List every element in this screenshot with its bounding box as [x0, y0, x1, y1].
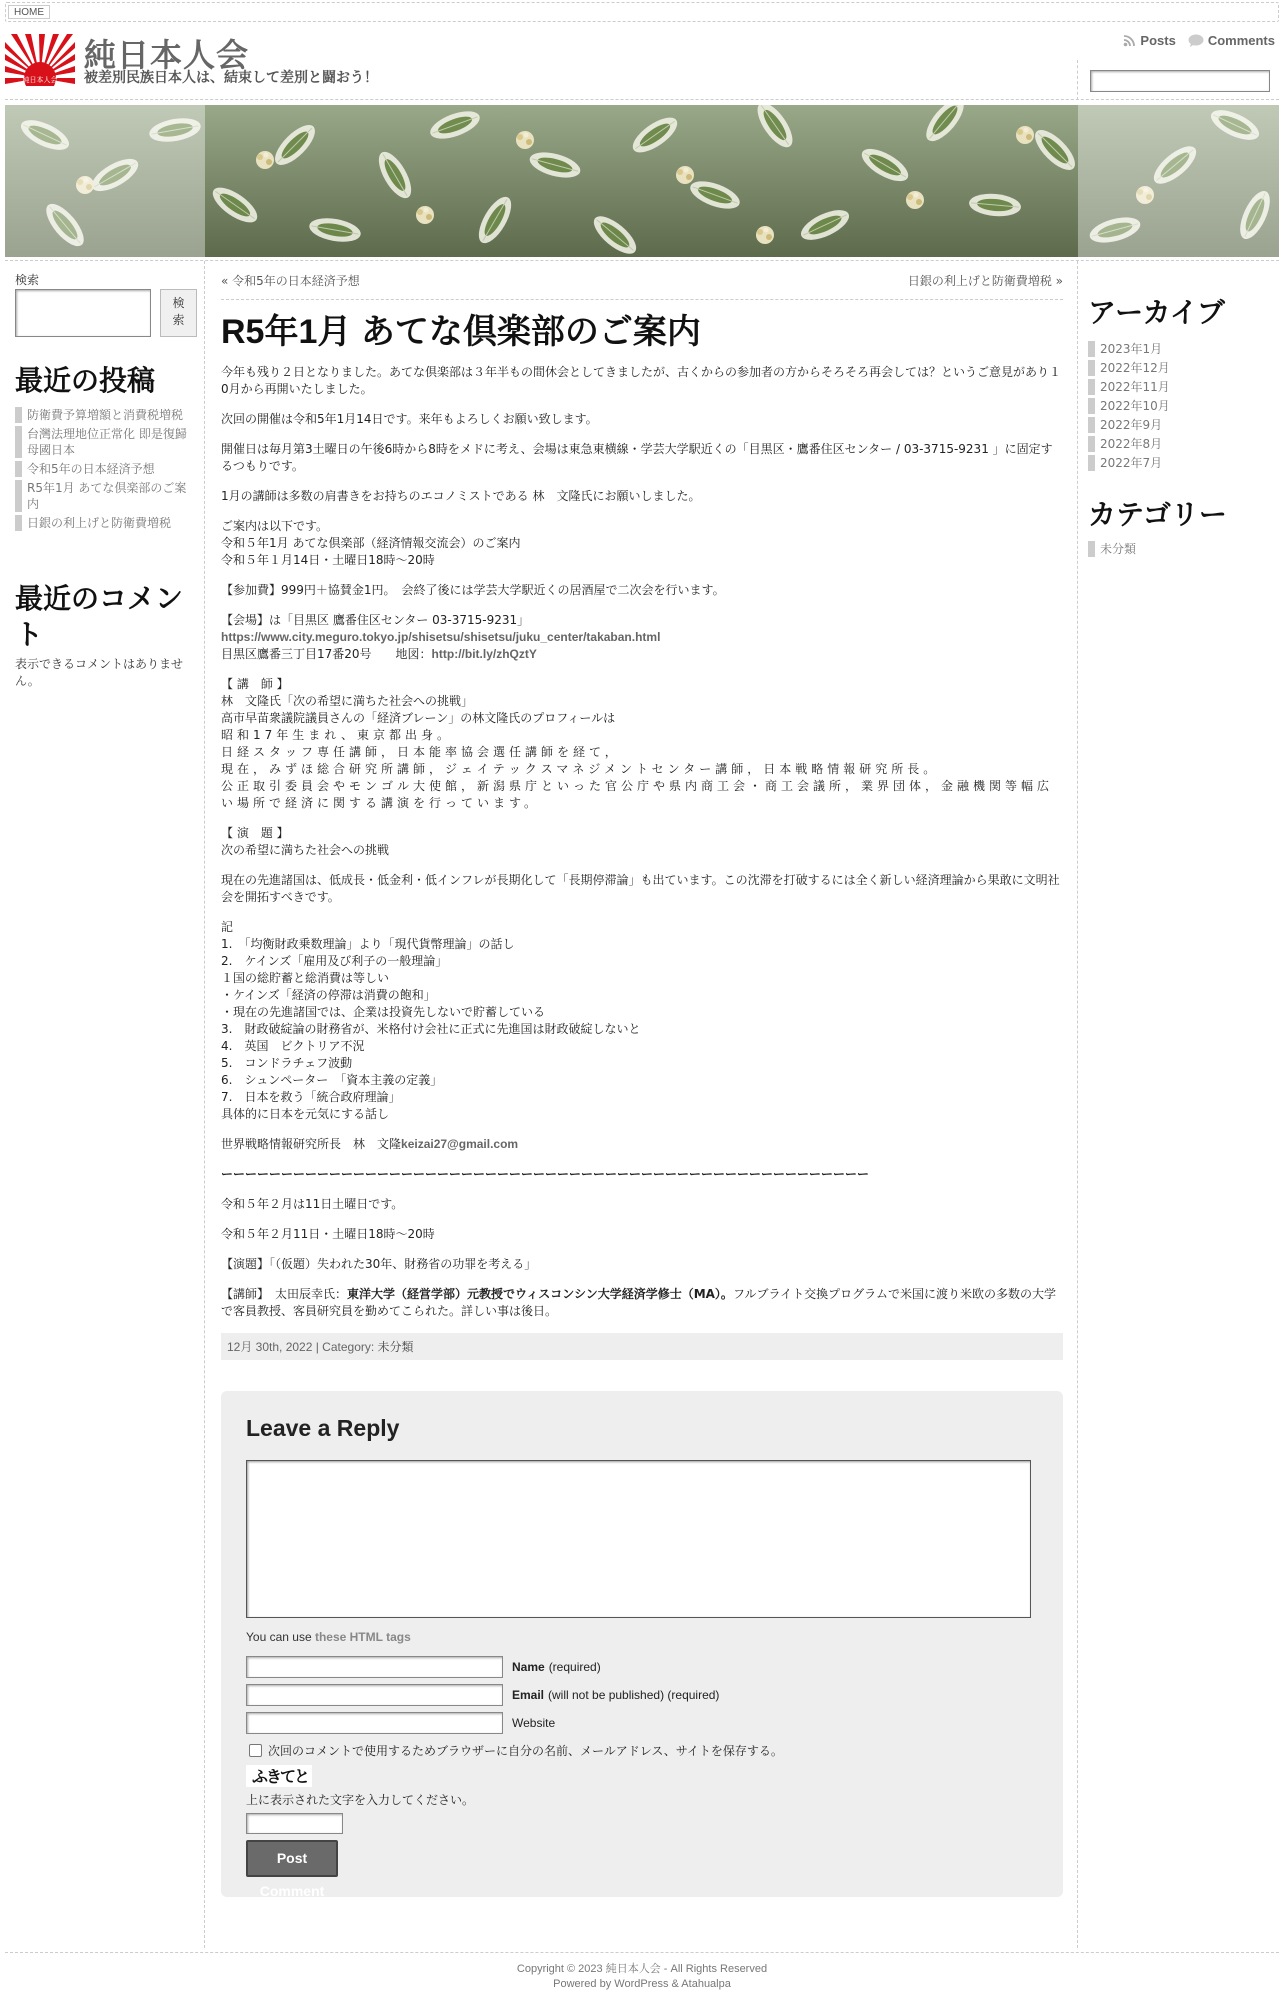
home-link[interactable]: HOME [8, 5, 50, 19]
categories-list [1088, 541, 1268, 560]
recent-comments-title: 最近のコメント [15, 583, 184, 650]
text-line: 公正取引委員会やモンゴル大使館，新潟県庁といった官公庁や県内商工会・商工会議所，業界団体，金融機関等幅広い場所で経済に関する講演を行っています。 [221, 779, 1054, 810]
comment-textarea[interactable] [246, 1460, 1031, 1618]
name-label: Name [512, 1660, 545, 1674]
top-menu [5, 2, 1279, 22]
text-line: ・ケインズ「経済の停滞は消費の飽和」 [221, 988, 436, 1002]
recent-post-link[interactable]: R5年1月 あてな倶楽部のご案内 [15, 480, 193, 512]
site-description: 被差別民族日本人は、結束して差別と闘おう！ [84, 70, 378, 86]
text-line: ・現在の先進諸国では、企業は投資先しないで貯蓄している [221, 1005, 546, 1019]
search-button[interactable] [160, 289, 197, 337]
name-row [246, 1656, 1038, 1678]
post-paragraph: 令和５年２月は11日土曜日です。 [221, 1197, 404, 1211]
copyright-text: Copyright © 2023 純日本人会 - All Rights Reserved [516, 1963, 768, 1975]
email-required: (will not be published) (required) [548, 1688, 720, 1702]
archives-title: アーカイブ [1088, 297, 1225, 328]
post-date: 12月 30th, 2022 | Category: [227, 1340, 378, 1354]
text-line: 令和５年1月 あてな倶楽部（経済情報交流会）のご案内 [221, 536, 521, 550]
header-search-area [1077, 60, 1279, 100]
feed-links [1123, 33, 1275, 48]
right-sidebar [1077, 261, 1279, 1948]
html-tags-prefix: You can use [246, 1630, 315, 1644]
archive-link[interactable]: 2022年11月 [1088, 379, 1268, 395]
text-line: フルブライト交換プログラムで米国に渡り米欧の多数の大学で客員教授、客員研究員を勤めてこられた。詳しい事は後日。 [221, 1287, 1056, 1318]
search-button-label: 検索 [172, 296, 185, 327]
html-tags-note [246, 1630, 1038, 1644]
text-line: 5. コンドラチェフ波動 [221, 1056, 353, 1070]
text-line: 目黒区鷹番三丁目17番20号 地図： [221, 647, 432, 661]
site-header [5, 30, 1279, 100]
no-comments-text: 表示できるコメントはありません。 [15, 657, 184, 688]
text-line: 次の希望に満ちた社会への挑戦 [221, 843, 390, 857]
comments-feed-label: Comments [1207, 33, 1275, 48]
post-meta [221, 1333, 1063, 1360]
post-comment-button[interactable]: Post Comment [246, 1840, 338, 1877]
email-label: Email [512, 1688, 545, 1702]
post-paragraph [221, 612, 1063, 663]
comment-bubble-icon [1188, 34, 1204, 47]
text-line: 7. 日本を救う「統合政府理論」 [221, 1090, 401, 1104]
archives-list [1088, 341, 1268, 474]
email-row [246, 1684, 1038, 1706]
posts-feed-link[interactable] [1123, 33, 1175, 48]
text-line: 3. 財政破綻論の財務省が、米格付け会社に正式に先進国は財政破綻しないと [221, 1022, 641, 1036]
site-logo[interactable] [5, 34, 75, 86]
post-navigation [221, 270, 1063, 300]
rss-icon [1123, 34, 1136, 47]
text-line: 現在，みずほ総合研究所講師，ジェイテックスマネジメントセンター講師，日本戦略情報研究所長。 [221, 762, 940, 776]
text-line: ご案内は以下です。 [221, 519, 329, 533]
text-line: 日経スタッフ専任講師，日本能率協会選任講師を経て， [221, 745, 621, 759]
email-link[interactable]: keizai27@gmail.com [401, 1137, 519, 1151]
text-line: 世界戦略情報研究所長 林 文隆 [221, 1137, 402, 1151]
logo-text: 純日本人会 [22, 76, 58, 84]
text-line: 【 演 題 】 [221, 826, 289, 840]
text-line: 【 講 師 】 [221, 677, 289, 691]
archive-link[interactable]: 2022年7月 [1088, 455, 1268, 471]
map-link[interactable]: http://bit.ly/zhQztY [431, 647, 537, 661]
posts-feed-label: Posts [1140, 33, 1176, 48]
website-field[interactable] [246, 1712, 503, 1734]
comment-form [221, 1391, 1063, 1897]
text-line: 高市早苗衆議院議員さんの「経済ブレーン」の林文隆氏のプロフィールは [221, 711, 616, 725]
archive-link[interactable]: 2023年1月 [1088, 341, 1268, 357]
site-title[interactable]: 純日本人会 [84, 37, 250, 73]
post-paragraph: 【参加費】999円＋協賛金1円。 会終了後には学芸大学駅近くの居酒屋で二次会を行います。 [221, 583, 725, 597]
archive-link[interactable]: 2022年12月 [1088, 360, 1268, 376]
post-title[interactable]: R5年1月 あてな倶楽部のご案内 [221, 313, 701, 351]
post-category-link[interactable]: 未分類 [377, 1340, 414, 1354]
email-field[interactable] [246, 1684, 503, 1706]
left-sidebar [5, 261, 205, 1948]
recent-post-link[interactable]: 日銀の利上げと防衛費増税 [15, 515, 193, 531]
recent-post-link[interactable]: 台灣法理地位正常化 即是復歸母國日本 [15, 426, 193, 458]
archive-link[interactable]: 2022年9月 [1088, 417, 1268, 433]
text-line: 【講師】 太田辰幸氏： [221, 1287, 348, 1301]
post-paragraph: 令和５年２月11日・土曜日18時～20時 [221, 1227, 435, 1241]
lecturer-credentials: 東洋大学（経営学部）元教授でウィスコンシン大学経済学修士（MA）。 [347, 1287, 733, 1301]
post-paragraph [221, 1286, 1063, 1320]
text-line: 具体的に日本を元気にする話し [221, 1107, 390, 1121]
text-line: 2. ケインズ「雇用及び利子の一般理論」 [221, 954, 448, 968]
recent-posts-title: 最近の投稿 [15, 365, 156, 396]
text-line: 6. シュンペーター 「資本主義の定義」 [221, 1073, 443, 1087]
comments-feed-link[interactable] [1188, 33, 1275, 48]
divider-text: ーーーーーーーーーーーーーーーーーーーーーーーーーーーーーーーーーーーーーーーーーーーーーーーーーーーーーー [221, 1167, 870, 1181]
cookies-consent-label: 次回のコメントで使用するためブラウザーに自分の名前、メールアドレス、サイトを保存する。 [268, 1744, 783, 1758]
text-line: 昭和17年生まれ、東京都出身。 [221, 728, 453, 742]
text-line: 記 [221, 920, 234, 934]
text-line: 林 文隆氏「次の希望に満ちた社会への挑戦」 [221, 694, 474, 708]
text-line: 1. 「均衡財政乗数理論」より「現代貨幣理論」の話し [221, 937, 515, 951]
post-paragraph [221, 1136, 1063, 1153]
site-footer [0, 1962, 1284, 1992]
search-widget-label: 検索 [15, 273, 40, 287]
archive-link[interactable]: 2022年10月 [1088, 398, 1268, 414]
post-paragraph [221, 825, 1063, 859]
text-line: 令和５年１月14日・土曜日18時～20時 [221, 553, 435, 567]
post-body [221, 364, 1063, 1320]
text-line: 4. 英国 ビクトリア不況 [221, 1039, 365, 1053]
cookies-consent-row [246, 1742, 1038, 1759]
post-paragraph [221, 676, 1063, 812]
recent-post-link[interactable]: 防衛費予算増額と消費税増税 [15, 407, 193, 423]
post-paragraph: 今年も残り２日となりました。あてな倶楽部は３年半もの間休会としてきましたが、古くからの参加者の方からそろそろ再会しては？というご意見があり１0月から再開いたしました。 [221, 365, 1062, 396]
sidebar-search-input[interactable] [15, 289, 151, 337]
categories-title: カテゴリー [1088, 499, 1227, 530]
post-paragraph: 次回の開催は令和5年1月14日です。来年もよろしくお願い致します。 [221, 412, 598, 426]
post-paragraph: 現在の先進諸国は、低成長・低金利・低インフレが長期化して「長期停滞論」も出ています。この沈滞を打破するには全く新しい経済理論から果敢に文明社会を開拓すべきです。 [221, 873, 1060, 904]
header-search-input[interactable] [1090, 70, 1270, 92]
captcha-text: ふきてと [252, 1767, 309, 1786]
post-paragraph: 開催日は毎月第3土曜日の午後6時から8時をメドに考え、会場は東急東横線・学芸大学駅近くの「目黒区・鷹番住区センター / 03-3715-9231 」に固定するつもりです。 [221, 442, 1053, 473]
previous-post-link[interactable]: « 令和5年の日本経済予想 [221, 274, 360, 288]
text-line: 【会場】は「目黒区 鷹番住区センター 03-3715-9231」 [221, 613, 530, 627]
header-banner-image [5, 105, 1279, 257]
post-paragraph [221, 919, 1063, 1123]
post-paragraph [221, 518, 1063, 569]
html-tags-link[interactable]: these HTML tags [314, 1630, 411, 1644]
captcha-instruction: 上に表示された文字を入力してください。 [246, 1793, 475, 1807]
post-paragraph: 【演題】「（仮題）失われた30年、財務省の功罪を考える」 [221, 1257, 537, 1271]
reply-title: Leave a Reply [246, 1415, 400, 1441]
venue-url-link[interactable]: https://www.city.meguro.tokyo.jp/shisetsu/shisetsu/juku_center/takaban.html [221, 630, 661, 644]
post-paragraph: 1月の講師は多数の肩書きをお持ちのエコノミストである 林 文隆氏にお願いしました。 [221, 489, 701, 503]
captcha-input[interactable] [246, 1813, 343, 1834]
recent-post-link[interactable]: 令和5年の日本経済予想 [15, 461, 193, 477]
name-required: (required) [548, 1660, 601, 1674]
cookies-consent-checkbox[interactable] [249, 1744, 262, 1757]
next-post-link[interactable]: 日銀の利上げと防衛費増税 » [907, 274, 1063, 288]
category-link[interactable]: 未分類 [1088, 541, 1268, 557]
recent-posts-list [15, 407, 193, 534]
captcha-image [246, 1765, 312, 1787]
archive-link[interactable]: 2022年8月 [1088, 436, 1268, 452]
powered-by-text: Powered by WordPress & Atahualpa [553, 1978, 731, 1990]
main-content [221, 270, 1063, 1897]
name-field[interactable] [246, 1656, 503, 1678]
website-row [246, 1712, 1038, 1734]
website-label: Website [512, 1716, 556, 1730]
text-line: １国の総貯蓄と総消費は等しい [221, 971, 390, 985]
